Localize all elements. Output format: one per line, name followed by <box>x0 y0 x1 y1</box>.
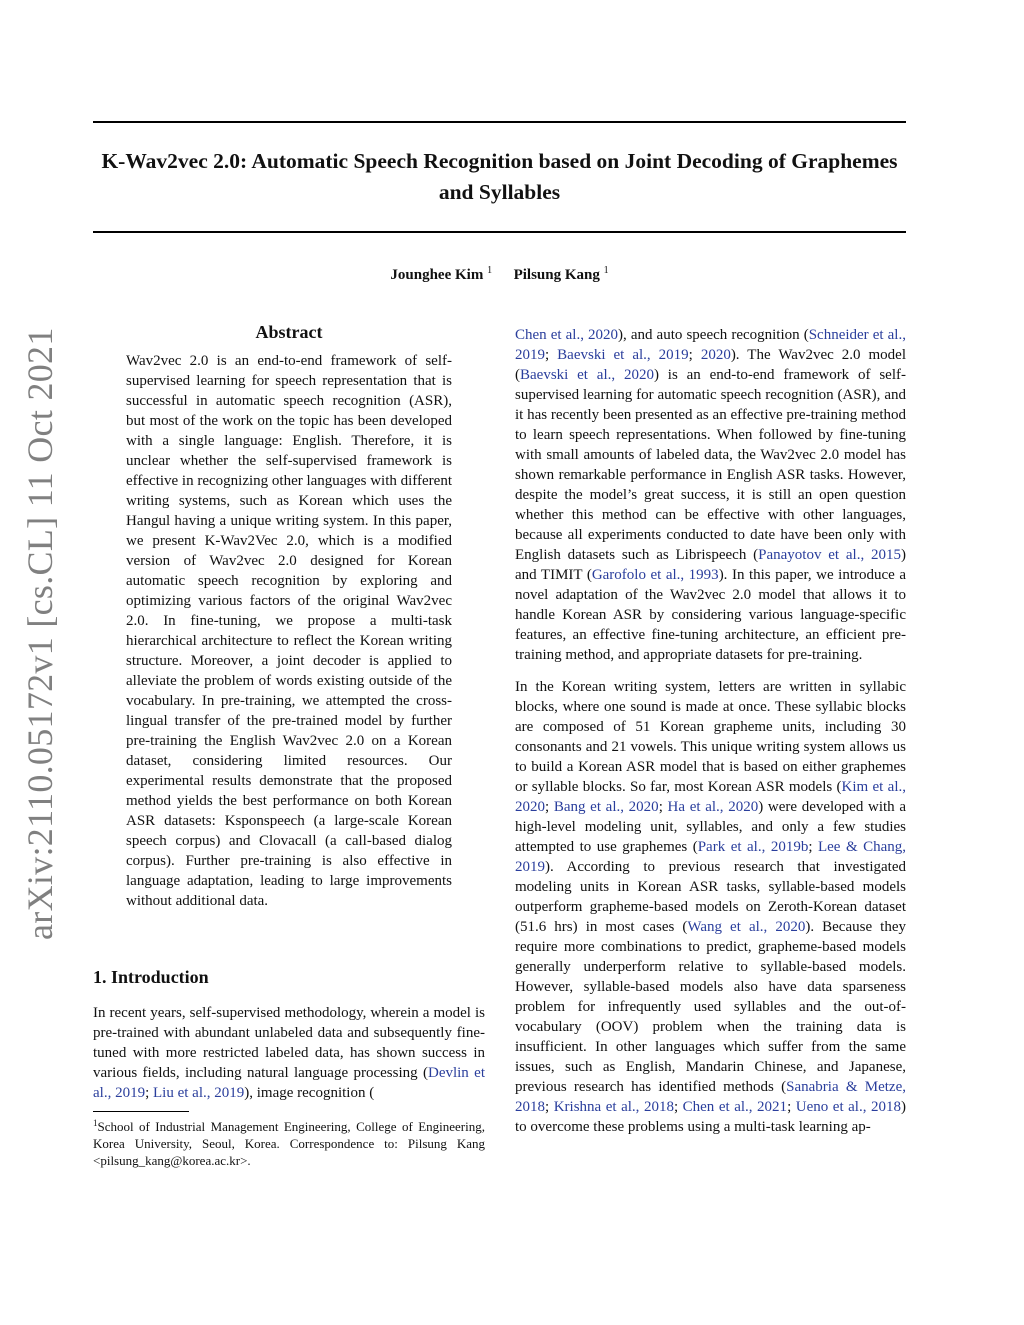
footnote-rule <box>93 1111 189 1112</box>
introduction-paragraph-1-cont: Chen et al., 2020), and auto speech recognition (Schneider et al., 2019; Baevski et al., 2019; 2020). The Wav2vec 2.0 model (Baevski et al., 2020) is an end-to-end framework of self-supervised learning for automatic speech recognition (ASR), and it has recently been presented as an effective pre-training method to learn speech representations. When followed by fine-tuning with small amounts of labeled data, the Wav2vec 2.0 model has shown remarkable performance in English ASR tasks. However, despite the model’s great success, it is still an open question whether this method can be effective with other languages, because all experiments conducted to date have been only with English datasets such as Librispeech (Panayotov et al., 2015) and TIMIT (Garofolo et al., 1993). In this paper, we introduce a novel adaptation of the Wav2vec 2.0 model that allows it to handle Korean ASR by considering various language-specific features, an effective fine-tuning architecture, an efficient pre-training method, and appropriate datasets for pre-training. <box>515 327 907 663</box>
author-name: Jounghee Kim <box>390 267 484 283</box>
citation-link[interactable]: Sanabria & Metze, 2018 <box>515 1079 907 1115</box>
citation-link[interactable]: Bang et al., 2020 <box>553 799 659 815</box>
citation-link[interactable]: Chen et al., 2021 <box>682 1099 788 1115</box>
abstract-heading: Abstract <box>255 322 323 342</box>
citation-link[interactable]: Krishna et al., 2018 <box>553 1099 674 1115</box>
citation-link[interactable]: Ha et al., 2020 <box>667 799 759 815</box>
author-list <box>93 265 906 284</box>
citation-link[interactable]: Park et al., 2019b <box>697 839 809 855</box>
citation-link[interactable]: Lee & Chang, 2019 <box>515 839 907 875</box>
citation-link[interactable]: 2020 <box>700 347 731 363</box>
author-affiliation-mark: 1 <box>603 265 609 276</box>
title-bottom-rule <box>93 231 906 233</box>
citation-link[interactable]: Garofolo et al., 1993 <box>591 567 719 583</box>
citation-link[interactable]: Baevski et al., 2020 <box>520 367 654 383</box>
footnote-mark: 1 <box>93 1118 98 1128</box>
footnote: $^1$School of Industrial Management Engineering, College of Engineering, Korea University, Seoul, Korea. Correspondence to: Pilsung Kang <pilsung_kang@korea.ac.kr>. <box>93 1118 485 1168</box>
author-name: Pilsung Kang <box>513 267 600 283</box>
citation-link[interactable]: Ueno et al., 2018 <box>795 1099 901 1115</box>
right-column <box>515 325 906 1137</box>
citation-link[interactable]: Baevski et al., 2019 <box>557 347 689 363</box>
paper-title: K-Wav2vec 2.0: Automatic Speech Recognition based on Joint Decoding of Graphemes and Syllables <box>101 149 898 204</box>
citation-link[interactable]: Devlin et al., 2019 <box>93 1065 485 1101</box>
introduction-heading: 1. Introduction <box>93 967 209 987</box>
citation-link[interactable]: Liu et al., 2019 <box>153 1085 245 1101</box>
author-affiliation-mark: 1 <box>487 265 493 276</box>
citation-link[interactable]: Panayotov et al., 2015 <box>758 547 902 563</box>
abstract-text: Wav2vec 2.0 is an end-to-end framework of self-supervised learning for speech representation that is successful in automatic speech recognition (ASR), but most of the work on the topic has been developed with a single language: English. Therefore, it is unclear whether the self-supervised framework is effective in recognizing other languages with different writing systems, such as Korean which uses the Hangul having a unique writing system. In this paper, we present K-Wav2Vec 2.0, which is a modified version of Wav2vec 2.0 designed for Korean automatic speech recognition by exploring and optimizing various factors of the original Wav2vec 2.0. In fine-tuning, we propose a multi-task hierarchical architecture to reflect the Korean writing structure. Moreover, a joint decoder is applied to alleviate the problem of words existing outside of the vocabulary. In pre-training, we attempted the cross-lingual transfer of the pre-trained model by further pre-training the English Wav2vec 2.0 on a Korean dataset, considering limited resources. Our experimental results demonstrate that the proposed method yields the best performance on both Korean ASR datasets: Ksponspeech (a large-scale Korean speech corpus) and Clovacall (a call-based dialog corpus). Further pre-training is also effective in language adaptation, leading to large improvements without additional data. <box>126 353 452 909</box>
title-top-rule <box>93 121 906 123</box>
citation-link[interactable]: Schneider et al., 2019 <box>515 327 906 363</box>
citation-link[interactable]: Wang et al., 2020 <box>687 919 806 935</box>
arxiv-identifier: arXiv:2110.05172v1 [cs.CL] 11 Oct 2021 <box>20 327 60 940</box>
introduction-paragraph-1-start: In recent years, self-supervised methodology, wherein a model is pre-trained with abundant unlabeled data and subsequently fine-tuned with more restricted labeled data, has shown success in various fields, including natural language processing (Devlin et al., 2019; Liu et al., 2019), image recognition ( <box>93 1005 485 1101</box>
introduction-paragraph-2: In the Korean writing system, letters are written in syllabic blocks, where one sound is made at once. These syllabic blocks are composed of 51 Korean grapheme units, including 30 consonants and 21 vowels. This unique writing system allows us to build a Korean ASR model that is based on either graphemes or syllable blocks. So far, most Korean ASR models (Kim et al., 2020; Bang et al., 2020; Ha et al., 2020) were developed with a high-level modeling unit, syllables, and only a few studies attempted to use graphemes (Park et al., 2019b; Lee & Chang, 2019). According to previous research that investigated modeling units in Korean ASR tasks, syllable-based models outperform grapheme-based models on Zeroth-Korean dataset (51.6 hrs) in most cases (Wang et al., 2020). Because they require more combinations to predict, grapheme-based models generally underperform relative to syllable-based models. However, syllable-based models also have data sparseness problem for infrequently used syllables and the out-of-vocabulary (OOV) problem when the training data is insufficient. In other languages which suffer from the same issues, such as English, Mandarin Chinese, and Japanese, previous research has identified methods (Sanabria & Metze, 2018; Krishna et al., 2018; Chen et al., 2021; Ueno et al., 2018) to overcome these problems using a multi-task learning ap- <box>515 679 907 1135</box>
citation-link[interactable]: Chen et al., 2020 <box>515 327 619 343</box>
citation-link[interactable]: Kim et al., 2020 <box>515 779 906 815</box>
